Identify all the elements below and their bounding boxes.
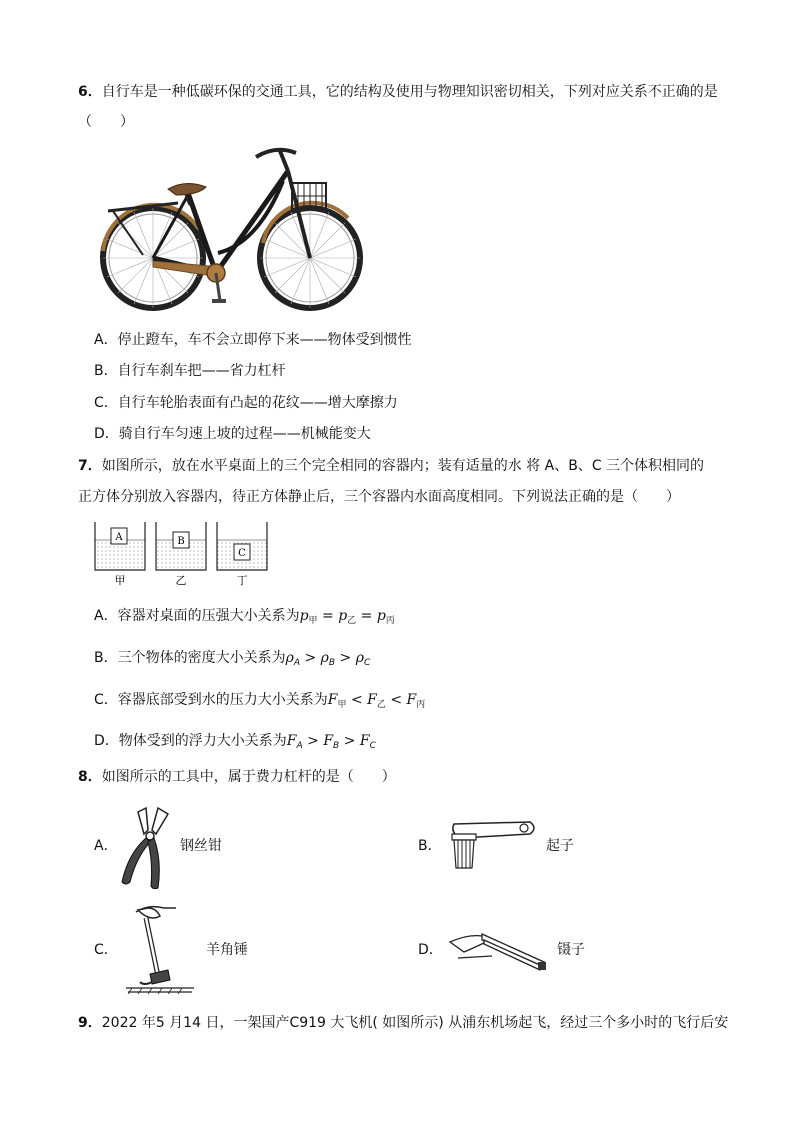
q7-d-formula: $F_A > F_B > F_C$ [286,733,376,751]
pliers-icon [118,804,180,890]
q9-number: 9． [78,1015,102,1031]
q8-option-c-letter[interactable]: C． [94,942,118,958]
claw-hammer-icon [124,902,196,998]
block-label-c: C [238,548,246,559]
q8-number: 8． [78,769,102,785]
q8-tool-b: 起子 [546,838,574,854]
q6-option-d[interactable]: D．骑自行车匀速上坡的过程——机械能变大 [94,426,371,442]
q7-c-formula: $F_甲 < F_乙 < F_丙$ [327,692,426,710]
q7-option-c[interactable]: C．容器底部受到水的压力大小关系为$F_甲 < F_乙 < F_丙$ [94,692,426,710]
q7-option-a[interactable]: A．容器对桌面的压强大小关系为$p_甲 = p_乙 = p_丙$ [94,608,395,626]
bottle-opener-icon [446,818,538,874]
containers-figure [93,522,273,588]
q6-option-b[interactable]: B．自行车刹车把——省力杠杆 [94,363,286,379]
q7-stem-line1: 7．如图所示，放在水平桌面上的三个完全相同的容器内；装有适量的水 将 A、B、C 三个体积相同的 [78,458,705,474]
q6-stem [78,82,718,102]
q6-stem-text: 自行车是一种低碳环保的交通工具，它的结构及使用与物理知识密切相关，下列对应关系不正确的是 [101,84,718,100]
q8-tool-d: 镊子 [557,942,585,958]
bicycle-image [98,143,368,318]
container-label-1: 甲 [114,574,126,587]
container-label-2: 乙 [175,574,187,587]
q7-option-d[interactable]: D．物体受到的浮力大小关系为$F_A > F_B > F_C$ [94,733,376,751]
q8-tool-a: 钢丝钳 [180,838,222,854]
tweezers-icon [448,922,552,974]
q7-b-formula: $\rho_A > \rho_B > \rho_C$ [285,650,371,668]
q6-option-c[interactable]: C．自行车轮胎表面有凸起的花纹——增大摩擦力 [94,395,398,411]
container-label-3: 丁 [236,574,248,587]
q6-paren: （ ） [78,114,134,130]
block-label-a: A [115,532,123,543]
q8-tool-c: 羊角锤 [206,942,248,958]
q7-option-b[interactable]: B．三个物体的密度大小关系为$\rho_A > \rho_B > \rho_C$ [94,650,371,668]
q8-option-d-letter[interactable]: D． [418,942,443,958]
block-label-b: B [177,536,185,547]
q8-option-a-letter[interactable]: A． [94,838,118,854]
q7-number: 7． [78,458,102,474]
q7-a-formula: $p_甲 = p_乙 = p_丙$ [299,608,395,626]
q6-option-a[interactable]: A．停止蹬车，车不会立即停下来——物体受到惯性 [94,332,412,348]
q9-stem: 9．2022 年5 月14 日，一架国产C919 大飞机( 如图所示) 从浦东机场起飞，经过三个多小时的飞行后安 [78,1015,729,1031]
q8-stem: 8．如图所示的工具中，属于费力杠杆的是（ ） [78,769,396,785]
q6-number: 6． [78,84,102,100]
q7-stem-line2: 正方体分别放入容器内，待正方体静止后，三个容器内水面高度相同。下列说法正确的是（ ） [78,489,680,505]
q8-option-b-letter[interactable]: B． [418,838,442,854]
